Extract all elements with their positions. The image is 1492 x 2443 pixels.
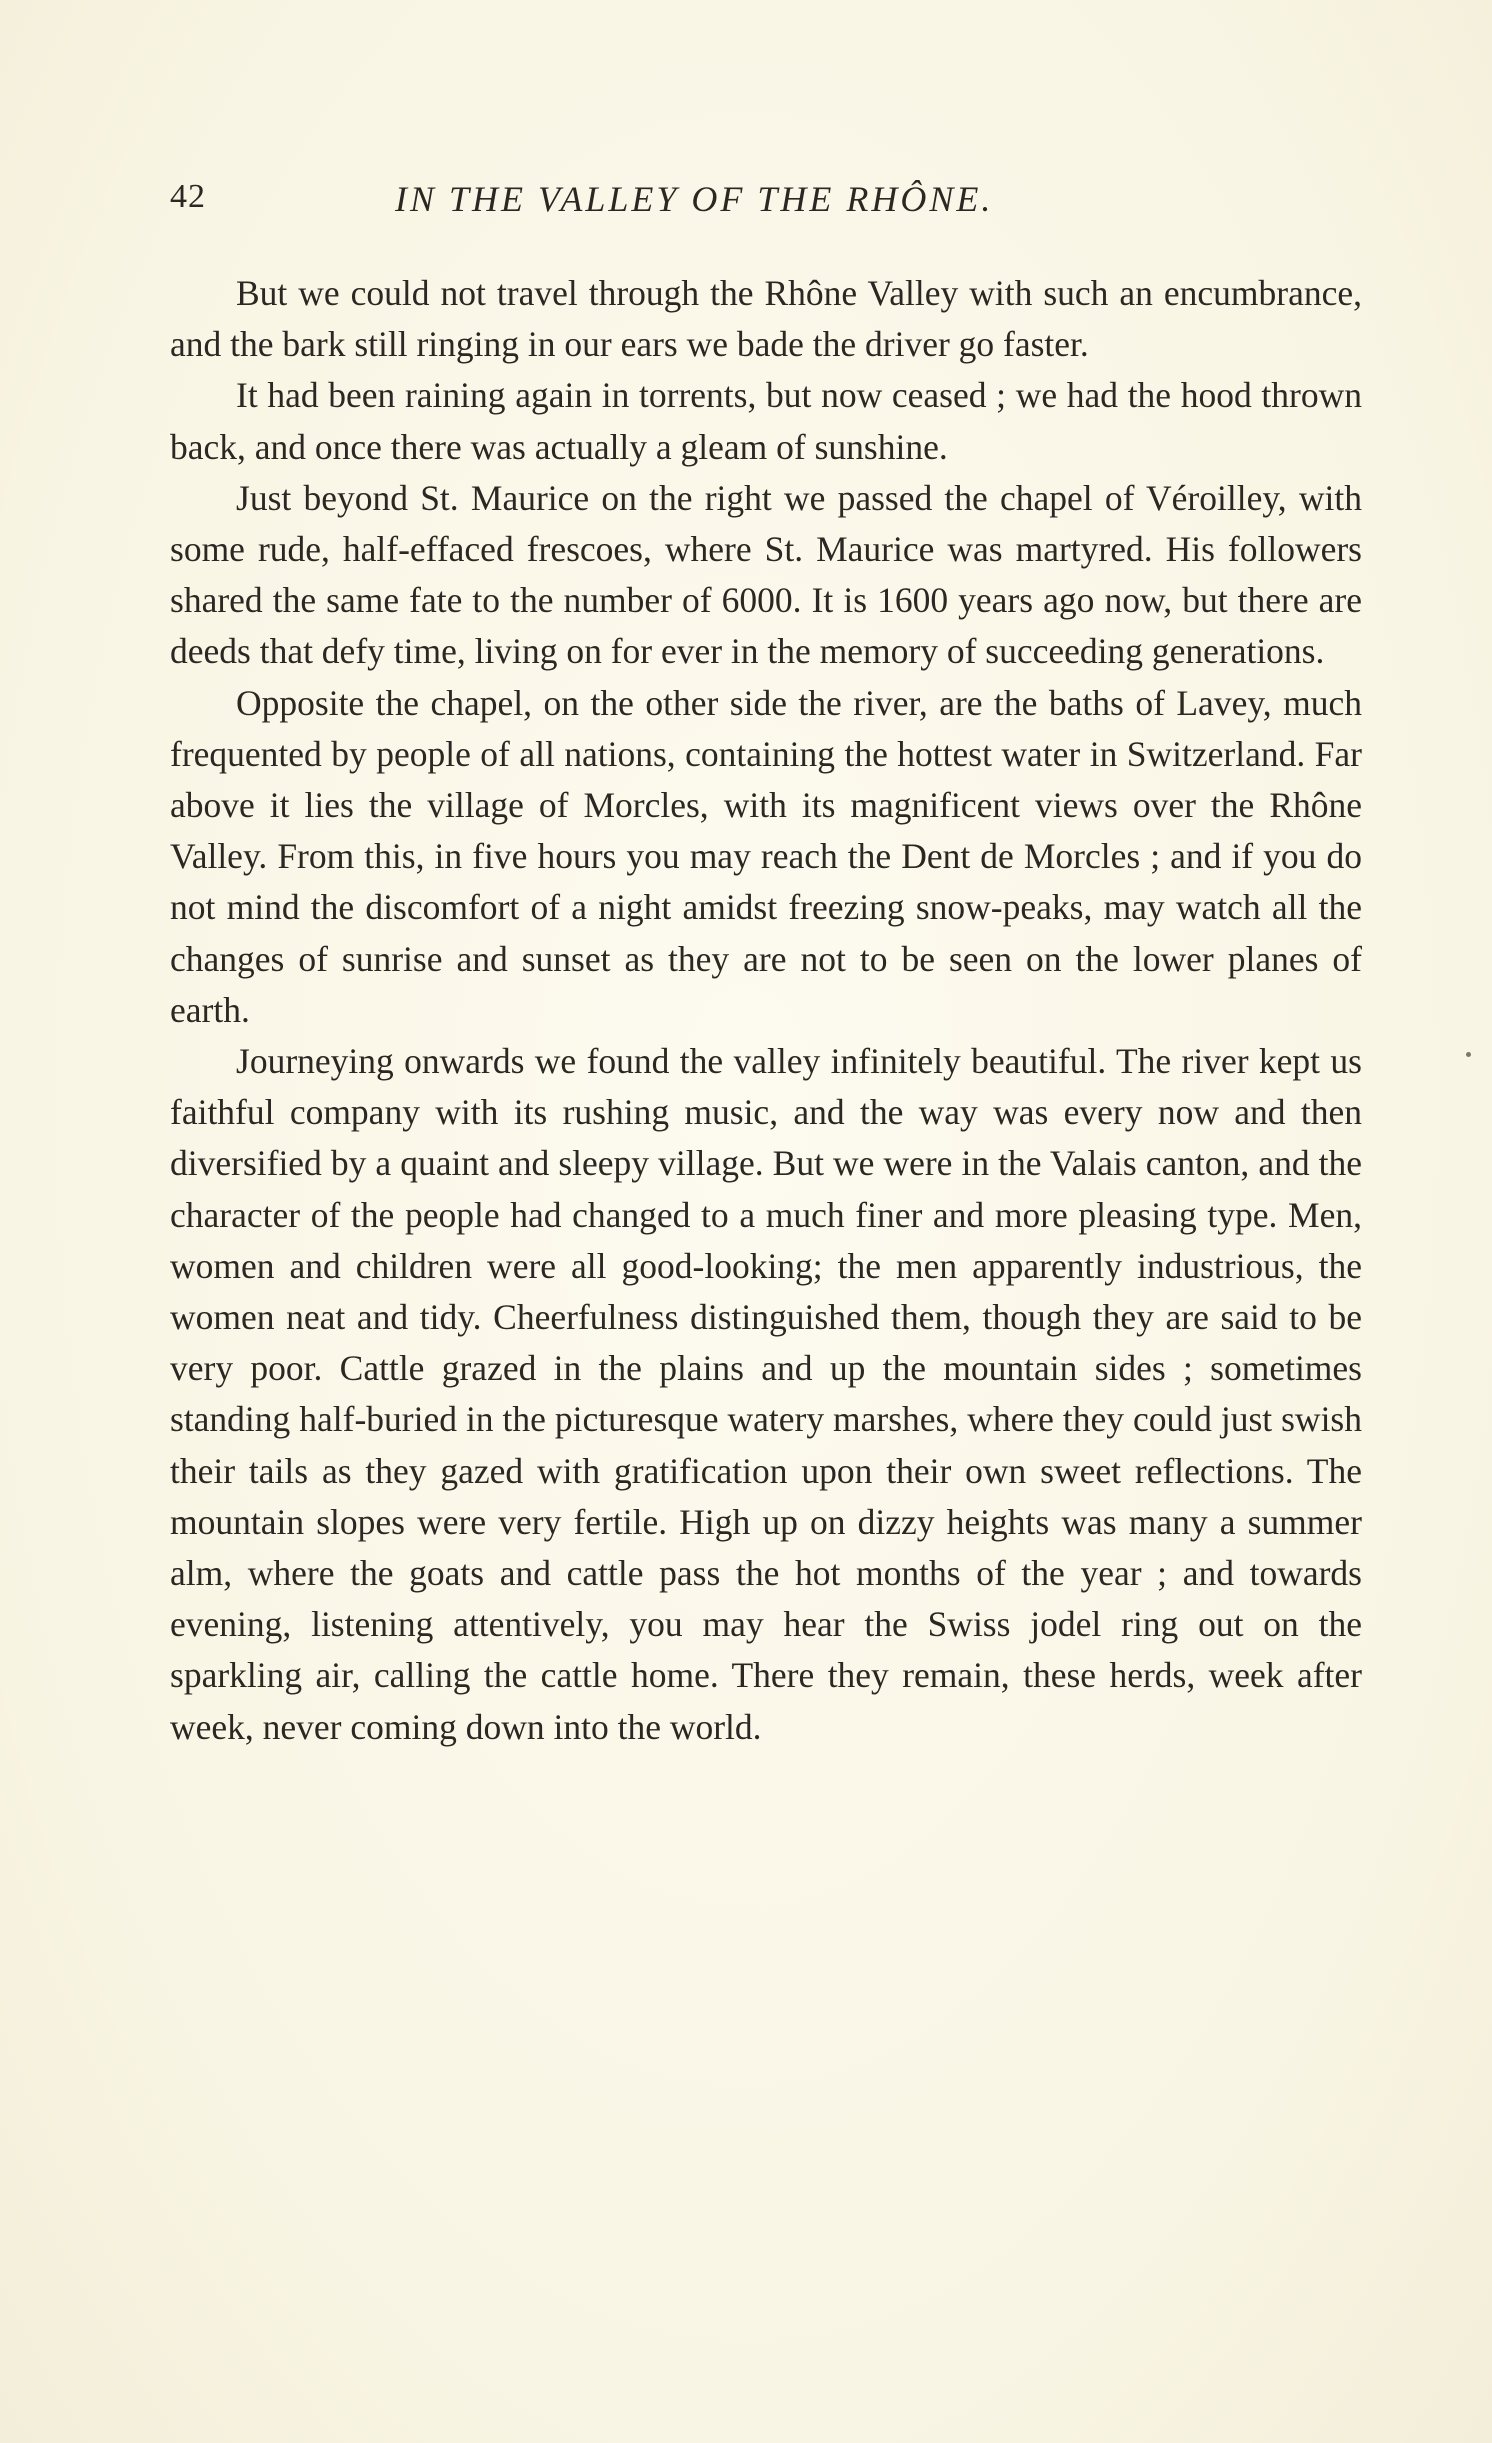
paper-speck [1466,1052,1471,1057]
paragraph: Just beyond St. Maurice on the right we passed the chapel of Véroilley, with some rude, half-effaced frescoes, where St. Maurice was martyred. His followers shared the same fate to the number of 6000. It is 1600 years ago now, but there are deeds that defy time, living on for ever in the memory of succeeding generations. [170,477,1362,672]
body-text [170,268,1362,1753]
paragraph: Journeying onwards we found the valley infinitely beautiful. The river kept us faithful company with its rushing music, and the way was every now and then diversified by a quaint and sleepy village. But we were in the Valais canton, and the character of the people had changed to a much finer and more pleasing type. Men, women and children were all good-looking; the men apparently industrious, the women neat and tidy. Cheerfulness distinguished them, though they are said to be very poor. Cattle grazed in the plains and up the mountain sides ; sometimes standing half-buried in the picturesque watery marshes, where they could just swish their tails as they gazed with gratification upon their own sweet reflections. The mountain slopes were very fertile. High up on dizzy heights was many a summer alm, where the goats and cattle pass the hot months of the year ; and towards evening, listening attentively, you may hear the Swiss jodel ring out on the sparkling air, calling the cattle home. There they remain, these herds, week after week, never coming down into the world. [170,1041,1362,1747]
paragraph: Opposite the chapel, on the other side the river, are the baths of Lavey, much frequented by people of all nations, containing the hottest water in Switzerland. Far above it lies the village of Morcles, with its magnificent views over the Rhône Valley. From this, in five hours you may reach the Dent de Morcles ; and if you do not mind the discomfort of a night amidst freezing snow-peaks, may watch all the changes of sunrise and sunset as they are not to be seen on the lower planes of earth. [170,682,1362,1030]
paragraph: It had been raining again in torrents, but now ceased ; we had the hood thrown back, and once there was actually a gleam of sunshine. [170,375,1362,467]
page-number: 42 [170,178,206,215]
page-header [170,178,1370,228]
running-title: IN THE VALLEY OF THE RHÔNE. [395,179,994,219]
paragraph: But we could not travel through the Rhône Valley with such an encumbrance, and the bark still ringing in our ears we bade the driver go faster. [170,273,1362,365]
